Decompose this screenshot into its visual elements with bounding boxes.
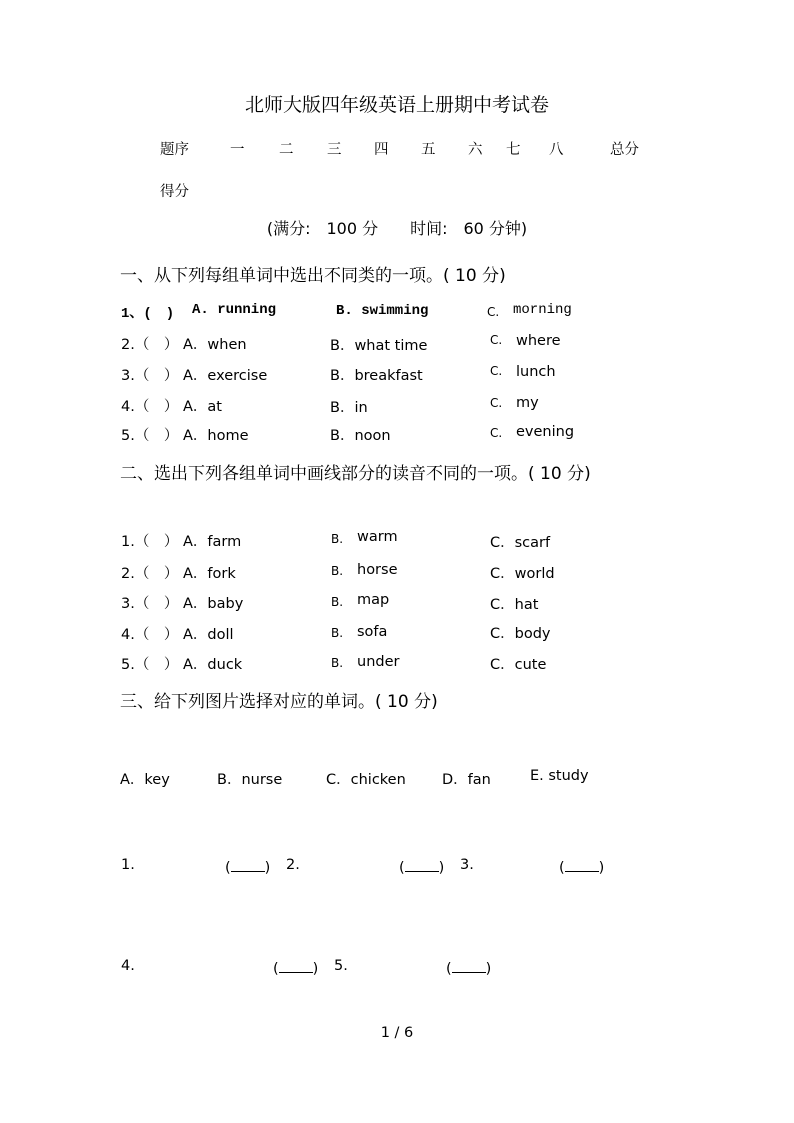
section1-item-3-option-a: A．exercise	[183, 368, 268, 384]
score-table-col-4: 四	[374, 142, 389, 158]
section1-item-5-num: 5.（ ）	[121, 428, 179, 444]
page-title: 北师大版四年级英语上册期中考试卷	[244, 94, 549, 116]
section2-item-4-num: 4.（ ）	[121, 627, 179, 643]
section3-q4-answer-blank[interactable]: ( )	[273, 958, 318, 977]
section1-item-5-option-a: A．home	[183, 428, 249, 444]
section2-item-5-option-b: under	[357, 654, 400, 670]
section1-item-5-c-letter: C.	[490, 426, 503, 440]
section2-item-5-option-a: A．duck	[183, 657, 243, 673]
score-table-col-6: 六	[468, 142, 483, 158]
section2-item-2-b-letter: B.	[331, 564, 344, 578]
section1-item-3-c-letter: C.	[490, 364, 503, 378]
score-table-col-7: 七	[506, 142, 521, 158]
section2-item-3-option-c: C．hat	[490, 597, 539, 613]
section3-q1-answer-blank[interactable]: ( )	[225, 857, 270, 876]
section3-q2-num: 2.	[286, 857, 300, 873]
section1-item-5-option-c: evening	[516, 424, 575, 440]
section2-item-5-b-letter: B.	[331, 656, 344, 670]
section2-item-1-option-b: warm	[357, 529, 398, 545]
section2-item-2-num: 2.（ ）	[121, 566, 179, 582]
section2-item-1-num: 1.（ ）	[121, 534, 179, 550]
score-table-col-1: 一	[230, 142, 245, 158]
section2-item-3-option-a: A．baby	[183, 596, 244, 612]
section2-item-4-b-letter: B.	[331, 626, 344, 640]
score-table-col-3: 三	[327, 142, 342, 158]
score-table-score-label: 得分	[160, 184, 189, 200]
score-table-col-5: 五	[421, 142, 436, 158]
section2-item-5-option-c: C．cute	[490, 657, 547, 673]
section1-item-1-c-letter: C.	[487, 305, 500, 319]
section3-option-d: D．fan	[442, 772, 491, 788]
section2-item-2-option-c: C．world	[490, 566, 555, 582]
section1-item-2-option-b: B．what time	[330, 338, 428, 354]
section3-option-a: A．key	[120, 772, 170, 788]
section1-item-1-option-a: A. running	[192, 302, 277, 318]
section2-item-3-num: 3.（ ）	[121, 596, 179, 612]
section1-item-2-c-letter: C.	[490, 333, 503, 347]
section3-q3-answer-blank[interactable]: ( )	[559, 857, 604, 876]
score-table-header-label: 题序	[160, 142, 189, 158]
section1-item-1-option-c: morning	[513, 302, 572, 318]
section3-q1-num: 1.	[121, 857, 135, 873]
section3-q3-num: 3.	[460, 857, 474, 873]
page-number: 1 / 6	[380, 1025, 414, 1041]
section1-item-1-option-b: B. swimming	[336, 303, 429, 319]
section2-item-1-option-c: C．scarf	[490, 535, 551, 551]
section3-option-b: B．nurse	[217, 772, 283, 788]
section1-item-5-option-b: B．noon	[330, 428, 391, 444]
section2-item-4-option-c: C．body	[490, 626, 551, 642]
section3-q5-answer-blank[interactable]: ( )	[446, 958, 491, 977]
section1-item-1-num: 1、( )	[121, 306, 175, 322]
section3-option-e: E. study	[530, 768, 589, 784]
section3-option-c: C．chicken	[326, 772, 406, 788]
section2-item-4-option-b: sofa	[357, 624, 388, 640]
section2-item-2-option-a: A．fork	[183, 566, 236, 582]
section1-item-4-c-letter: C.	[490, 396, 503, 410]
section3-q4-num: 4.	[121, 958, 135, 974]
section3-q2-answer-blank[interactable]: ( )	[399, 857, 444, 876]
section1-item-3-option-b: B．breakfast	[330, 368, 423, 384]
section2-item-5-num: 5.（ ）	[121, 657, 179, 673]
section1-item-3-num: 3.（ ）	[121, 368, 179, 384]
section3-title: 三、给下列图片选择对应的单词。( 10 分)	[120, 692, 438, 712]
section1-item-4-option-a: A．at	[183, 399, 222, 415]
score-table-col-8: 八	[549, 142, 564, 158]
section3-q5-num: 5.	[334, 958, 348, 974]
score-table-total-label: 总分	[610, 142, 639, 158]
section1-item-2-option-c: where	[516, 333, 561, 349]
section1-title: 一、从下列每组单词中选出不同类的一项。( 10 分)	[120, 266, 506, 286]
section1-item-4-option-b: B．in	[330, 400, 368, 416]
section2-item-1-option-a: A．farm	[183, 534, 242, 550]
section2-item-2-option-b: horse	[357, 562, 398, 578]
section2-item-1-b-letter: B.	[331, 532, 344, 546]
section1-item-2-num: 2.（ ）	[121, 337, 179, 353]
score-table-col-2: 二	[279, 142, 294, 158]
section1-item-4-num: 4.（ ）	[121, 399, 179, 415]
section2-item-3-b-letter: B.	[331, 595, 344, 609]
section2-item-4-option-a: A．doll	[183, 627, 234, 643]
section1-item-3-option-c: lunch	[516, 364, 556, 380]
section2-title: 二、选出下列各组单词中画线部分的读音不同的一项。( 10 分)	[120, 464, 591, 484]
section2-item-3-option-b: map	[357, 592, 390, 608]
exam-info: (满分: 100 分 时间: 60 分钟)	[266, 219, 528, 238]
section1-item-2-option-a: A．when	[183, 337, 247, 353]
section1-item-4-option-c: my	[516, 395, 539, 411]
